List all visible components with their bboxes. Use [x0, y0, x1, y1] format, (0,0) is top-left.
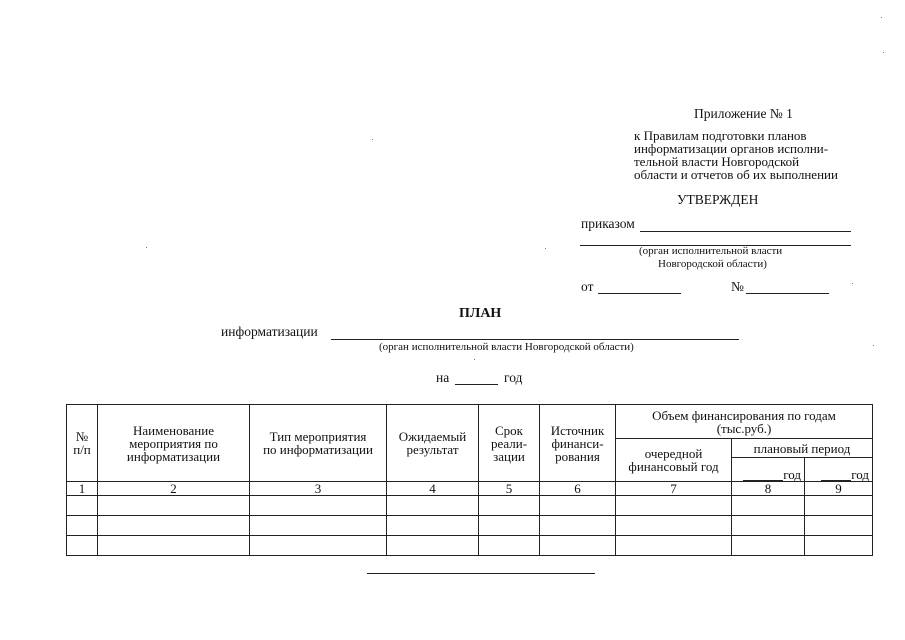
- date-label: от: [581, 279, 594, 294]
- column-number: 4: [387, 482, 479, 496]
- scan-speck: [883, 52, 884, 53]
- column-number: 7: [616, 482, 732, 496]
- column-number: 6: [540, 482, 616, 496]
- column-number: 3: [250, 482, 387, 496]
- year-suffix: год: [504, 370, 523, 385]
- header-num: № п/п: [67, 405, 98, 482]
- number-label: №: [731, 279, 744, 294]
- column-number: 9: [805, 482, 873, 496]
- table-row: [67, 536, 873, 556]
- header-term: Срок реали- зации: [479, 405, 540, 482]
- year-prefix: на: [436, 370, 450, 385]
- number-blank-line: [746, 293, 829, 294]
- table-row: [67, 516, 873, 536]
- plan-table: [66, 404, 873, 556]
- header-planned-period: плановый период: [732, 439, 873, 458]
- scan-speck: [881, 17, 882, 18]
- plan-subject-line: [331, 339, 739, 340]
- column-number: 1: [67, 482, 98, 496]
- plan-subject-label: информатизации: [221, 324, 318, 339]
- column-numbers-row: [67, 482, 873, 496]
- scan-speck: [873, 345, 874, 346]
- order-label: приказом: [581, 216, 635, 231]
- footer-separator: [367, 573, 595, 574]
- scan-speck: [474, 359, 475, 360]
- scan-speck: [146, 247, 147, 248]
- appendix-line-2: информатизации органов исполни-: [634, 141, 829, 156]
- scan-speck: [545, 248, 546, 249]
- authority-note-1: (орган исполнительной власти: [639, 245, 783, 257]
- header-result: Ожидаемый результат: [387, 405, 479, 482]
- header-volume: Объем финансирования по годам (тыс.руб.): [616, 405, 873, 439]
- authority-note-2: Новгородской области): [658, 258, 767, 270]
- appendix-title: Приложение № 1: [694, 106, 793, 121]
- approval-heading: УТВЕРЖДЕН: [677, 192, 759, 207]
- appendix-line-3: тельной власти Новгородской: [634, 154, 800, 169]
- scan-speck: [852, 283, 853, 284]
- header-source: Источник финанси- рования: [540, 405, 616, 482]
- header-planned-year-1: год: [732, 458, 805, 482]
- column-number: 8: [732, 482, 805, 496]
- header-planned-year-2: год: [805, 458, 873, 482]
- date-blank-line: [598, 293, 681, 294]
- column-number: 2: [98, 482, 250, 496]
- header-name: Наименование мероприятия по информатизации: [98, 405, 250, 482]
- table-row: [67, 496, 873, 516]
- column-number: 5: [479, 482, 540, 496]
- year-blank-line: [455, 384, 498, 385]
- header-current-year: очередной финансовый год: [616, 439, 732, 482]
- header-type: Тип мероприятия по информатизации: [250, 405, 387, 482]
- order-blank-line: [640, 231, 851, 232]
- scan-speck: [372, 139, 373, 140]
- appendix-line-4: области и отчетов об их выполнении: [634, 167, 838, 182]
- plan-title: ПЛАН: [459, 306, 502, 321]
- appendix-line-1: к Правилам подготовки планов: [634, 128, 807, 143]
- plan-subject-note: (орган исполнительной власти Новгородской области): [379, 341, 634, 353]
